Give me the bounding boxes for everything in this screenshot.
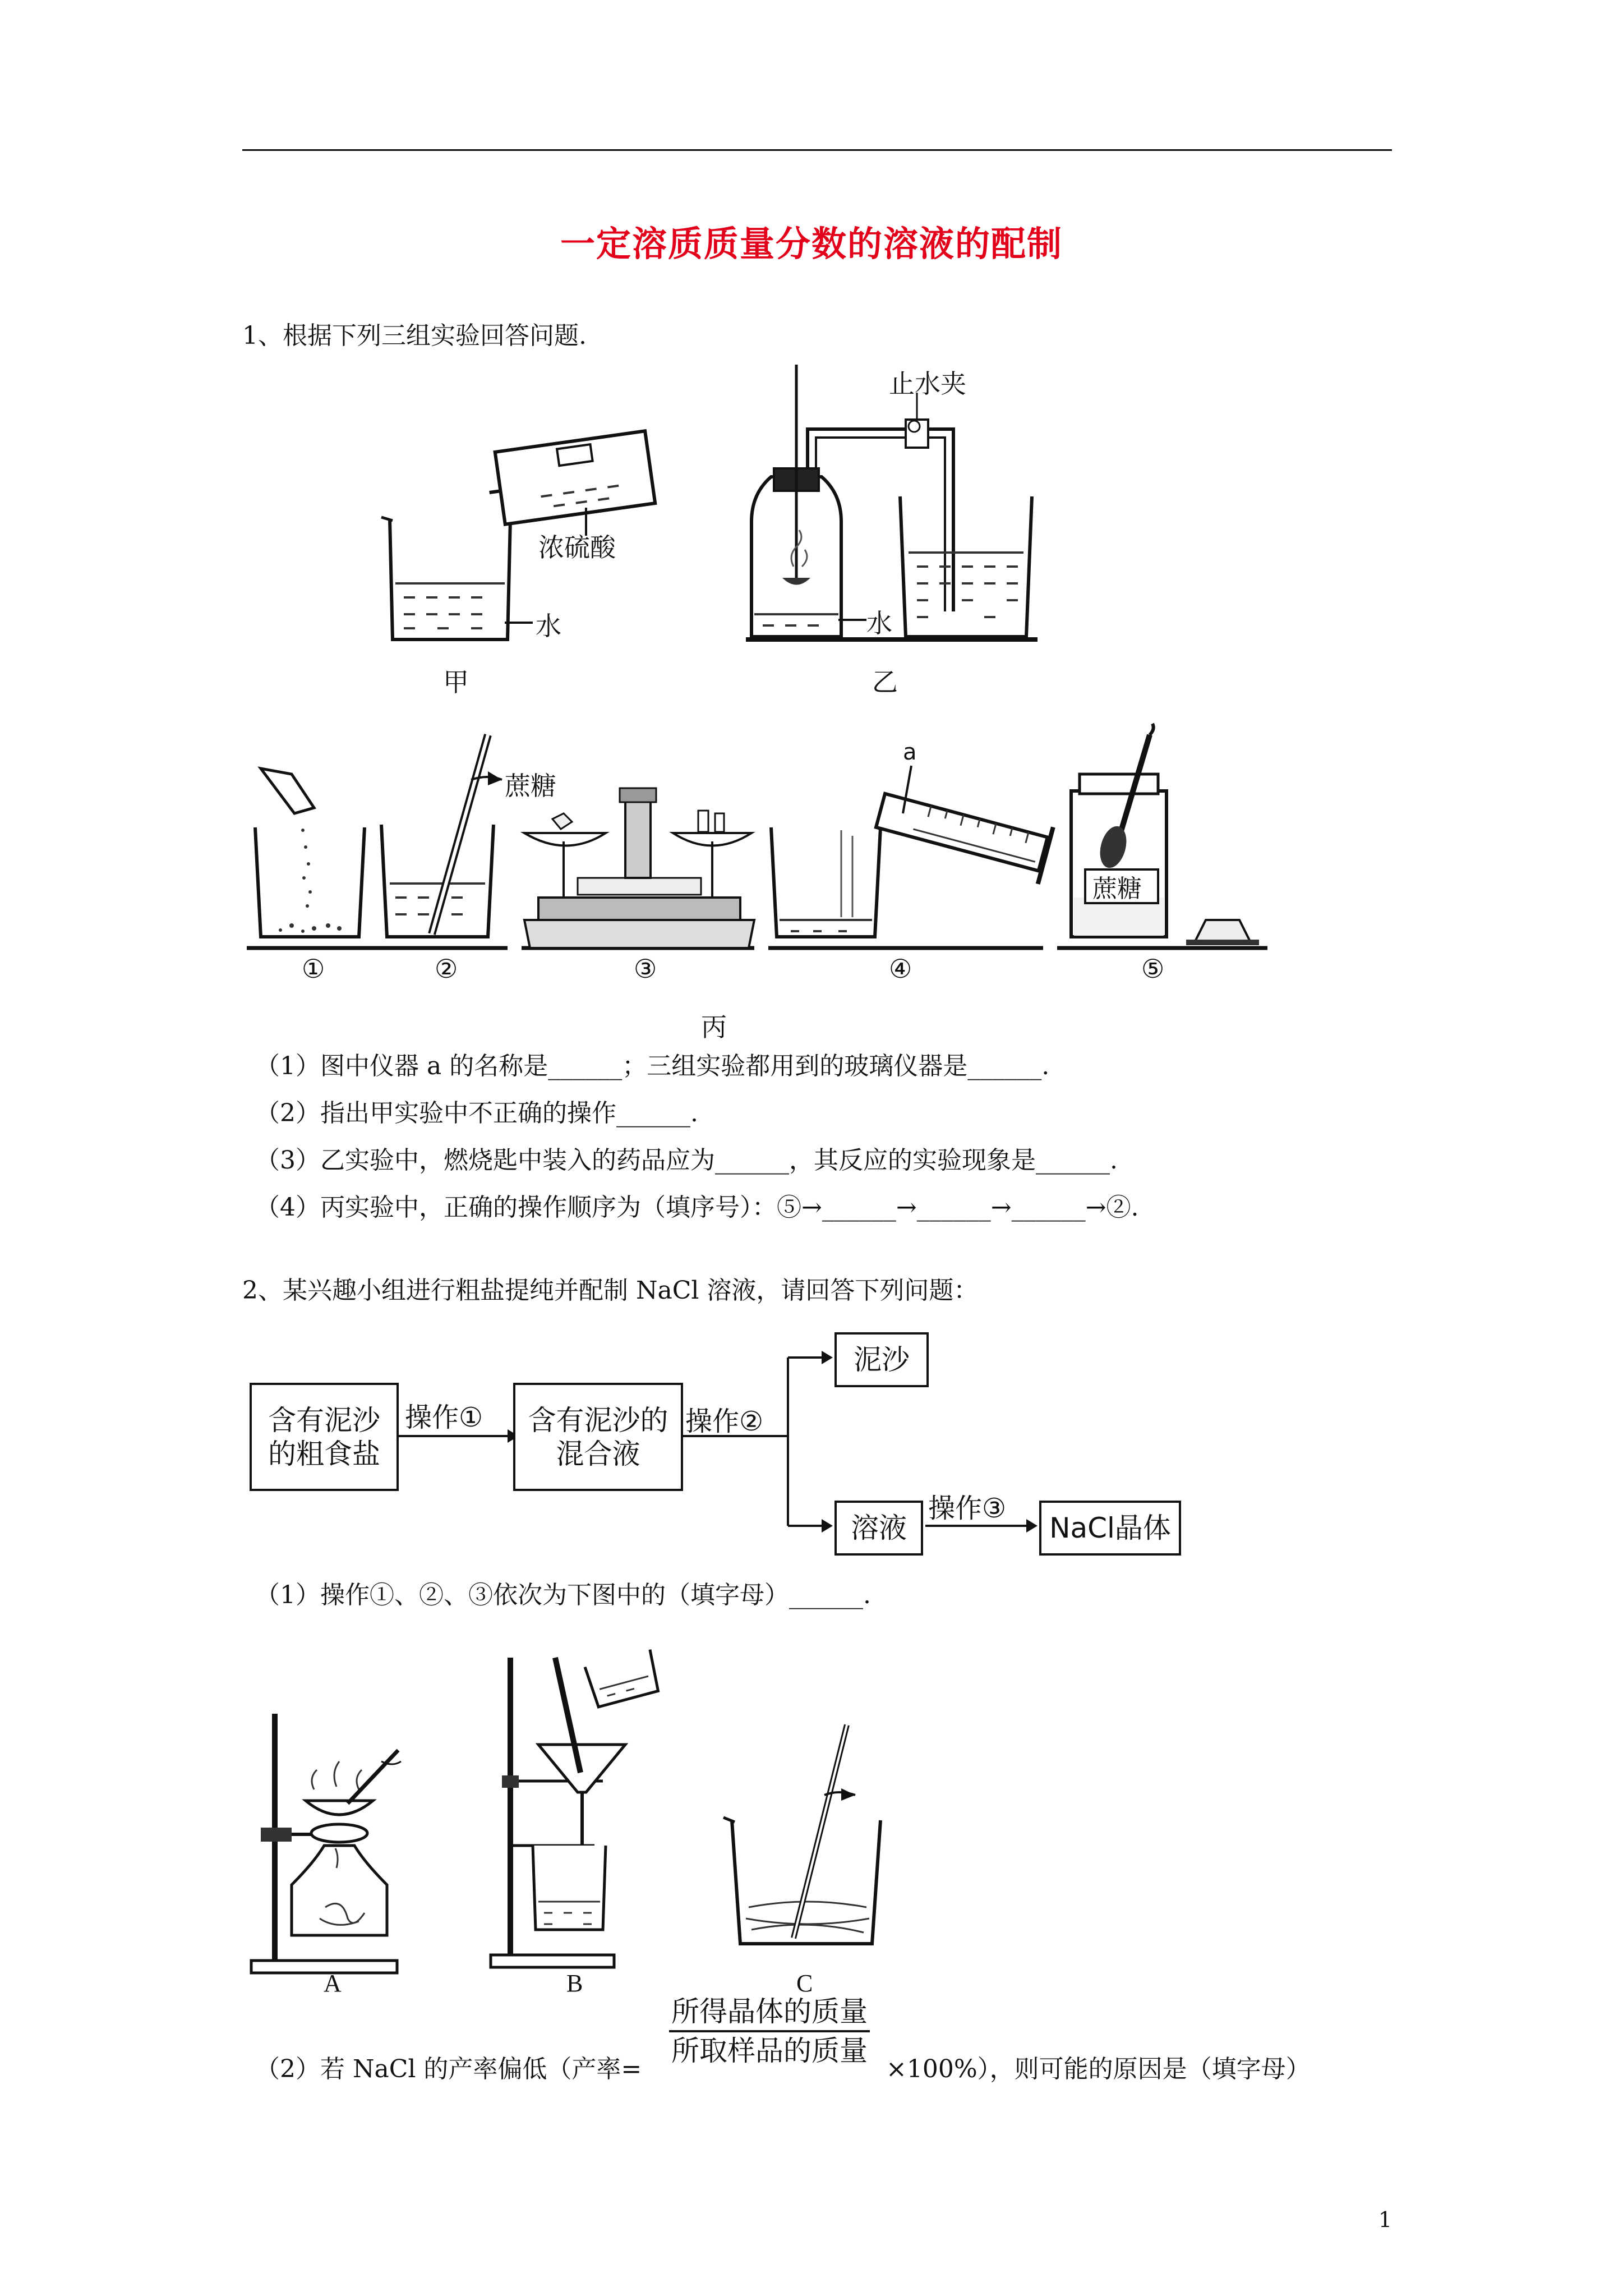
label-step-3: ③ (634, 954, 657, 984)
label-bing: 丙 (701, 1012, 727, 1042)
yield-fraction (669, 1994, 870, 2068)
label-clamp: 止水夹 (889, 369, 966, 399)
label-a: a (903, 739, 917, 765)
flow-op-3: 操作③ (928, 1493, 1007, 1524)
label-step-5: ⑤ (1141, 954, 1165, 984)
q2-sub1: （1）操作①、②、③依次为下图中的（填字母）______. (255, 1581, 871, 1609)
label-fig-c: C (796, 1970, 813, 1997)
label-sucrose: 蔗糖 (505, 771, 556, 801)
flow-box-crude-salt: 含有泥沙 的粗食盐 (250, 1383, 399, 1491)
flow-box-mixture: 含有泥沙的 混合液 (513, 1383, 683, 1491)
q2-sub2-post: ×100%），则可能的原因是（填字母） (886, 2055, 1311, 2083)
label-fig-b: B (566, 1970, 583, 1997)
page-number: 1 (1378, 2207, 1392, 2232)
label-water-jia: 水 (536, 611, 561, 641)
label-jia: 甲 (443, 667, 469, 697)
page-title: 一定溶质质量分数的溶液的配制 (560, 223, 1063, 264)
q1-sub2: （2）指出甲实验中不正确的操作______. (255, 1099, 698, 1128)
flow-op-2: 操作② (685, 1406, 764, 1437)
q2-intro: 2、某兴趣小组进行粗盐提纯并配制 NaCl 溶液，请回答下列问题： (242, 1276, 979, 1305)
fraction-bar (669, 2030, 870, 2032)
fraction-denominator: 所取样品的质量 (671, 2035, 868, 2067)
q2-sub2-pre: （2）若 NaCl 的产率偏低（产率= (255, 2055, 642, 2083)
q1-intro: 1、根据下列三组实验回答问题. (242, 321, 587, 350)
flow-box-nacl: NaCl晶体 (1039, 1501, 1181, 1556)
label-step-2: ② (435, 954, 458, 984)
label-yi: 乙 (872, 667, 898, 697)
label-fig-a: A (324, 1970, 342, 1997)
flow-op-1: 操作① (405, 1402, 483, 1433)
q1-sub1: （1）图中仪器 a 的名称是______；三组实验都用到的玻璃仪器是______. (255, 1052, 1050, 1080)
label-step-4: ④ (889, 954, 912, 984)
flow-box-solution: 溶液 (834, 1501, 923, 1556)
q1-sub4: （4）丙实验中，正确的操作顺序为（填序号）：⑤→______→______→______→②. (255, 1193, 1139, 1222)
fraction-numerator: 所得晶体的质量 (671, 1995, 868, 2028)
flow-box-sediment: 泥沙 (834, 1332, 929, 1387)
label-sucrose-jar: 蔗糖 (1092, 875, 1142, 903)
label-conc-sulfuric: 浓硫酸 (538, 532, 616, 563)
label-water-yi: 水 (866, 608, 892, 638)
label-step-1: ① (302, 954, 325, 984)
q1-sub3: （3）乙实验中，燃烧匙中装入的药品应为______，其反应的实验现象是______. (255, 1146, 1118, 1175)
